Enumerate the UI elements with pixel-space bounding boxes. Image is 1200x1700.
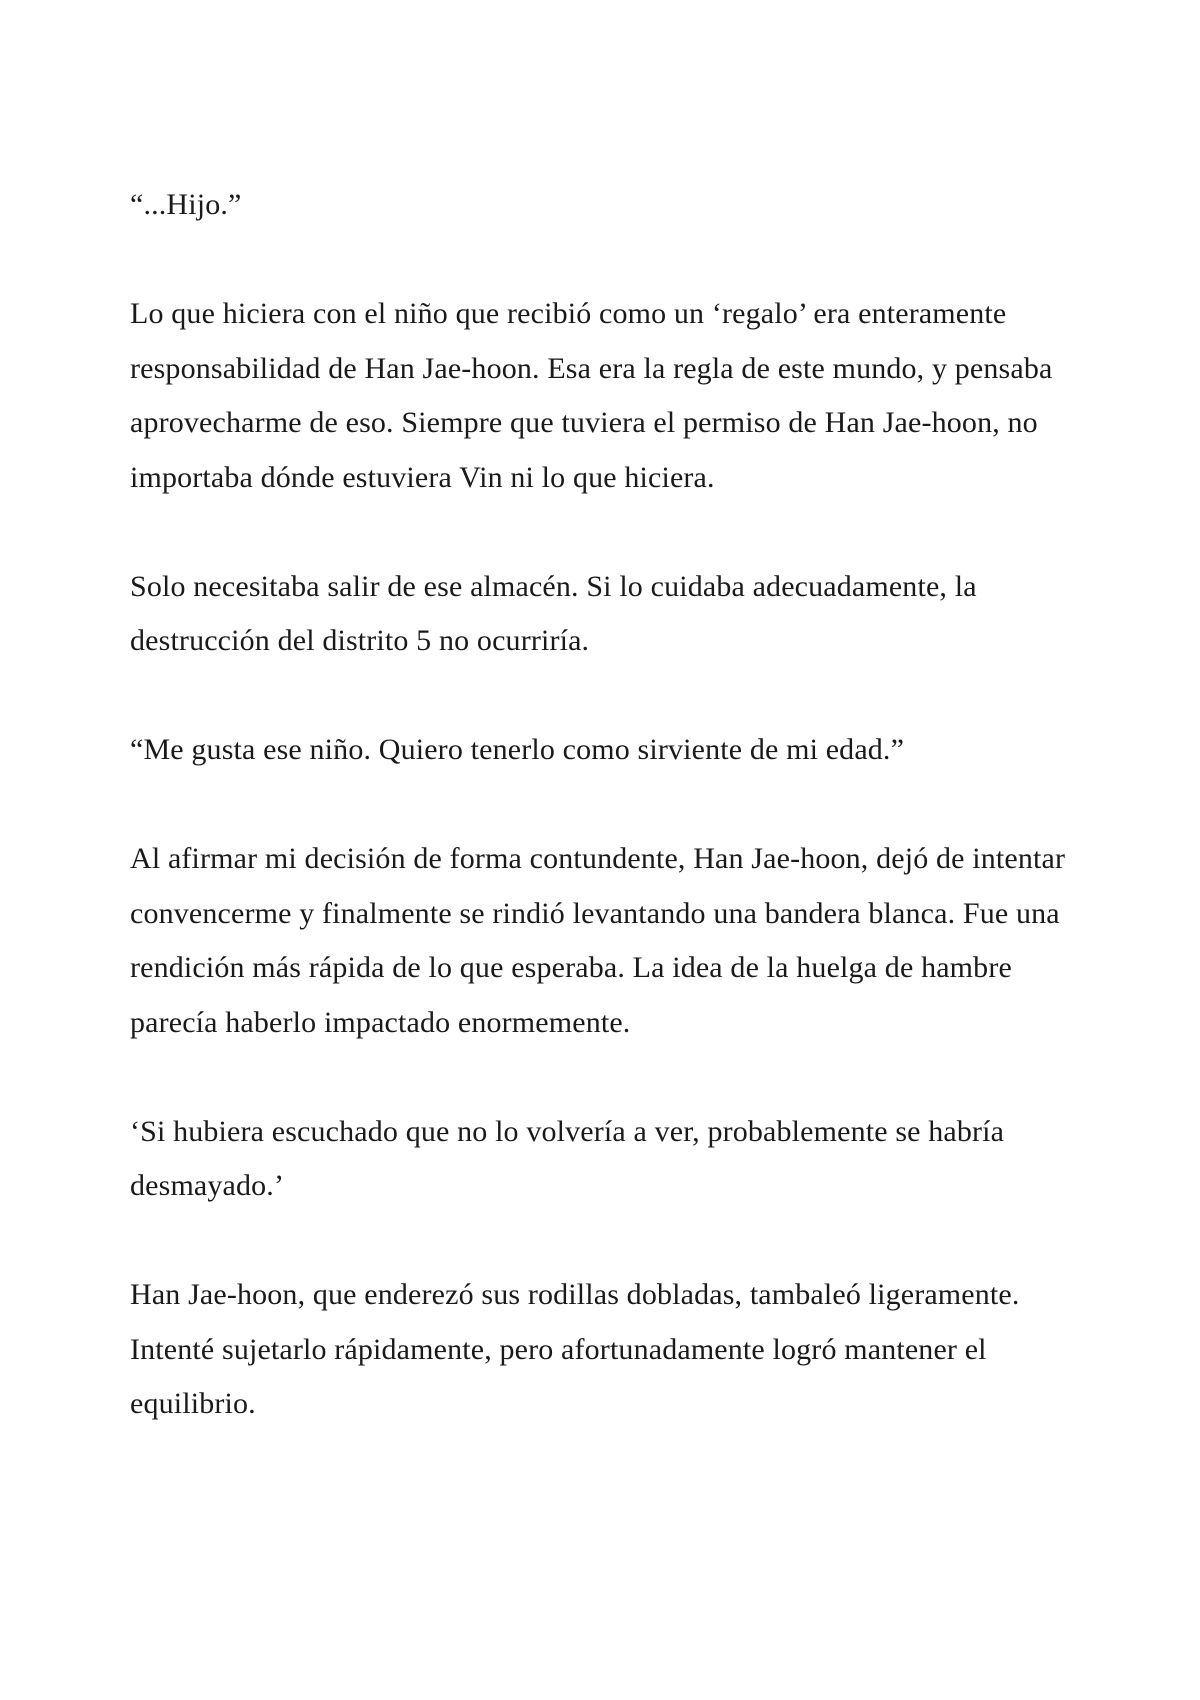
paragraph-dialogue-hijo: “...Hijo.”: [130, 188, 242, 221]
paragraph-warehouse: Solo necesitaba salir de ese almacén. Si lo cuidaba adecuadamente, la destrucción del distrito 5 no ocurriría.: [130, 569, 977, 657]
document-page: [130, 178, 1100, 1432]
paragraph-dialogue-servant: “Me gusta ese niño. Quiero tenerlo como sirviente de mi edad.”: [130, 733, 905, 766]
paragraph-balance: Han Jae-hoon, que enderezó sus rodillas dobladas, tambaleó ligeramente. Intenté sujetarlo rápidamente, pero afortunadamente logró mantener el equilibrio.: [130, 1278, 1020, 1420]
paragraph-gift-responsibility: Lo que hiciera con el niño que recibió como un ‘regalo’ era enteramente responsabilidad de Han Jae-hoon. Esa era la regla de este mundo, y pensaba aprovecharme de eso. Siempre que tuviera el permiso de Han Jae-hoon, no importaba dónde estuviera Vin ni lo que hiciera.: [130, 297, 1053, 494]
paragraph-surrender: Al afirmar mi decisión de forma contundente, Han Jae-hoon, dejó de intentar convencerme y finalmente se rindió levantando una bandera blanca. Fue una rendición más rápida de lo que esperaba. La idea de la huelga de hambre parecía haberlo impactado enormemente.: [130, 842, 1066, 1039]
paragraph-thought-fainted: ‘Si hubiera escuchado que no lo volvería a ver, probablemente se habría desmayado.’: [130, 1114, 1005, 1202]
